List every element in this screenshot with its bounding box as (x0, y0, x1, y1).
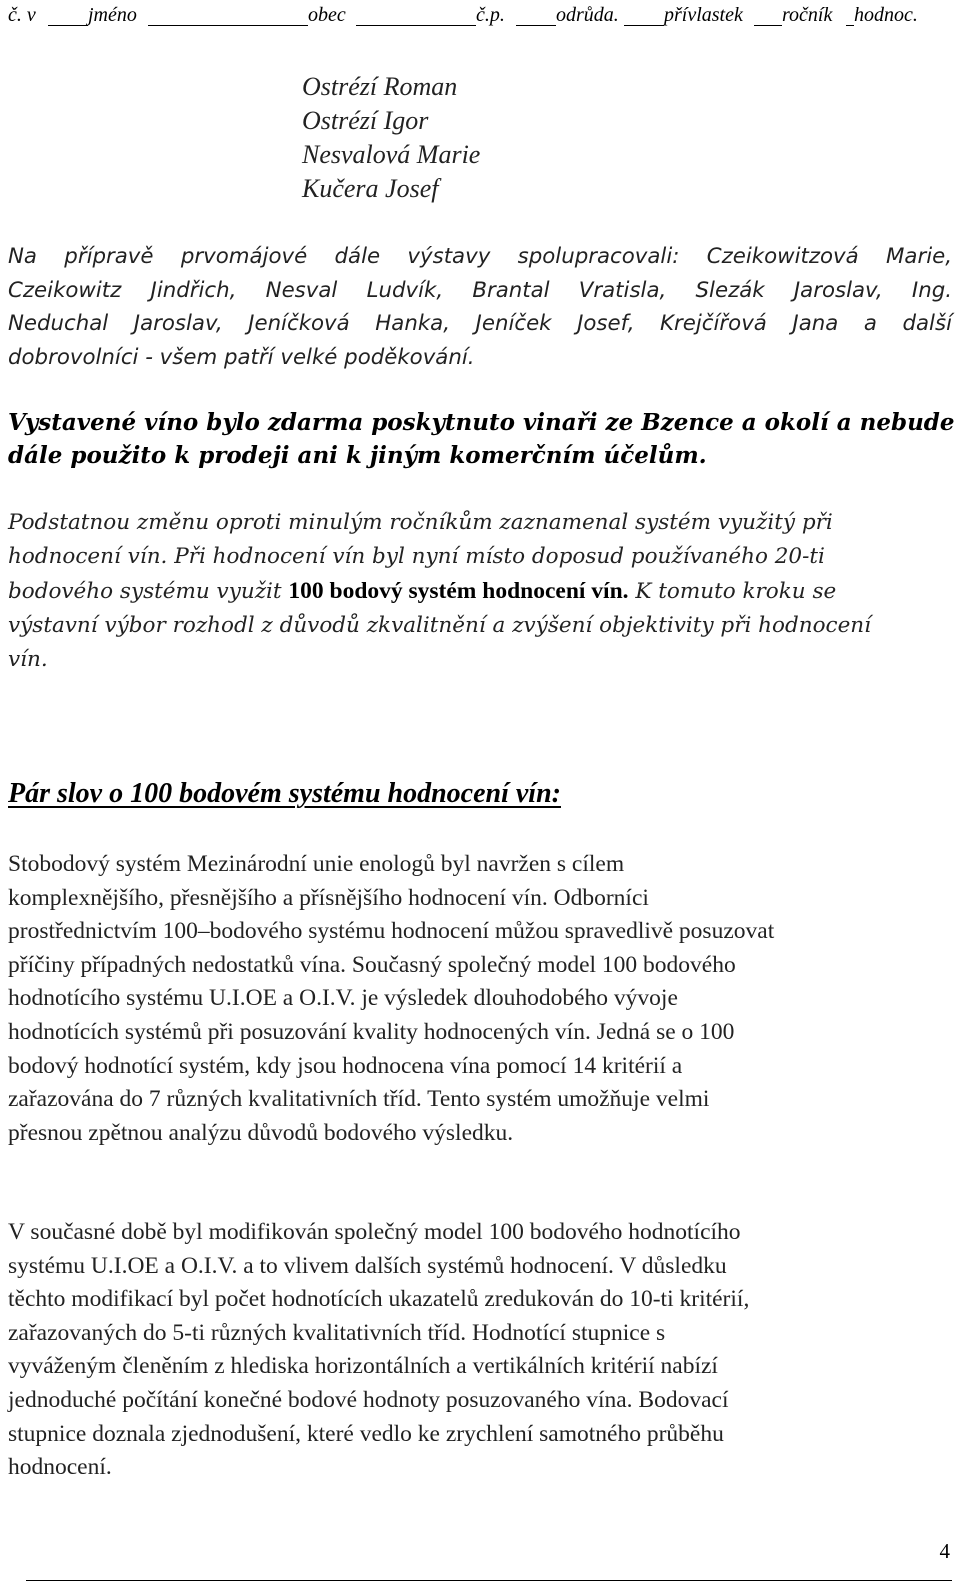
text-line: hodnotících systémů při posuzování kvality hodnocených vín. Jedná se o 100 (8, 1018, 735, 1045)
emphasis-text: 100 bodový systém hodnocení vín. (288, 578, 629, 604)
text-line: systému U.I.OE a O.I.V. a to vlivem dalších systémů hodnocení. V důsledku (8, 1252, 727, 1279)
header-underline-3 (356, 2, 476, 26)
text-line: zařazovaných do 5-ti různých kvalitativních tříd. Hodnotící stupnice s (8, 1319, 666, 1346)
header-jmeno: jméno (88, 4, 137, 26)
text-line: V současné době byl modifikován společný model 100 bodového hodnotícího (8, 1219, 741, 1245)
system-paragraph-2 (8, 1216, 952, 1485)
text-line: bodový hodnotící systém, kdy jsou hodnocena vína pomocí 14 kritérií a (8, 1052, 683, 1079)
list-item: Kučera Josef (302, 174, 439, 203)
text-line: dále použito k prodeji ani k jiným komerčním účelům. (8, 442, 707, 469)
footer-divider (26, 1580, 952, 1581)
table-header-row (8, 2, 952, 28)
system-paragraph-1 (8, 848, 952, 1150)
text-fragment: bodového systému využit (8, 579, 289, 604)
header-cv: č. v (8, 4, 36, 26)
names-list (302, 70, 480, 206)
text-line: příčiny případných nedostatků vína. Současný společný model 100 bodového (8, 951, 736, 978)
text-line: jednoduché počítání konečné bodové hodnoty posuzovaného vína. Bodovací (8, 1386, 729, 1413)
text-fragment: K tomuto kroku se (628, 579, 837, 604)
text-line: Vystavené víno bylo zdarma poskytnuto vinaři ze Bzence a okolí a nebude (8, 409, 955, 436)
header-underline-2 (148, 2, 308, 26)
text-line: těchto modifikací byl počet hodnotících ukazatelů zredukován do 10-ti kritérií, (8, 1286, 750, 1313)
list-item: Ostrézí Roman (302, 72, 458, 101)
header-obec: obec (308, 4, 346, 26)
page-number: 4 (939, 1539, 950, 1563)
wine-notice (8, 406, 955, 472)
text-line: vín. (8, 647, 48, 672)
header-hodnoc: hodnoc. (854, 4, 918, 26)
text-line: Neduchal Jaroslav, Jeníčková Hanka, Jeníček Josef, Krejčířová Jana a další (8, 311, 952, 337)
header-underline-5 (624, 2, 664, 26)
header-underline-1 (48, 2, 88, 26)
text-line: přesnou zpětnou analýzu důvodů bodového výsledku. (8, 1119, 514, 1146)
header-underline-4 (516, 2, 556, 26)
text-line: stupnice doznala zjednodušení, které vedlo ke zrychlení samotného průběhu (8, 1420, 724, 1447)
text-line: Na přípravě prvomájové dále výstavy spolupracovali: Czeikowitzová Marie, (8, 244, 952, 269)
header-underline-7 (846, 2, 854, 26)
thanks-paragraph (8, 240, 952, 374)
text-line: dobrovolníci - všem patří velké poděkování. (8, 344, 475, 370)
text-line: výstavní výbor rozhodl z důvodů zkvalitnění a zvýšení objektivity při hodnocení (8, 613, 872, 638)
text-line: hodnocení vín. Při hodnocení vín byl nyní místo doposud používaného 20-ti (8, 544, 825, 569)
header-privlastek: přívlastek (664, 4, 743, 26)
text-line: Czeikowitz Jindřich, Nesval Ludvík, Brantal Vratisla, Slezák Jaroslav, Ing. (8, 277, 952, 303)
header-rocnik: ročník (782, 4, 833, 26)
text-line: hodnotícího systému U.I.OE a O.I.V. je výsledek dlouhodobého vývoje (8, 985, 678, 1012)
text-line (8, 574, 952, 609)
header-underline-6 (754, 2, 782, 26)
header-odruda: odrůda. (556, 4, 619, 26)
text-line: Podstatnou změnu oproti minulým ročníkům zaznamenal systém využitý při (8, 510, 833, 535)
text-line: prostřednictvím 100–bodového systému hodnocení můžou spravedlivě posuzovat (8, 918, 775, 945)
text-line: hodnocení. (8, 1454, 112, 1481)
text-line: zařazována do 7 různých kvalitativních tříd. Tento systém umožňuje velmi (8, 1086, 710, 1113)
text-line: komplexnějšího, přesnějšího a přísnějšího hodnocení vín. Odborníci (8, 884, 649, 911)
list-item: Nesvalová Marie (302, 140, 481, 169)
text-line: vyváženým členěním z hlediska horizontálních a vertikálních kritérií nabízí (8, 1353, 718, 1380)
list-item: Ostrézí Igor (302, 106, 429, 135)
change-paragraph (8, 506, 952, 677)
text-line: Stobodový systém Mezinárodní unie enologů byl navržen s cílem (8, 851, 625, 877)
section-heading: Pár slov o 100 bodovém systému hodnocení vín: (8, 778, 561, 809)
header-cp: č.p. (476, 4, 505, 26)
